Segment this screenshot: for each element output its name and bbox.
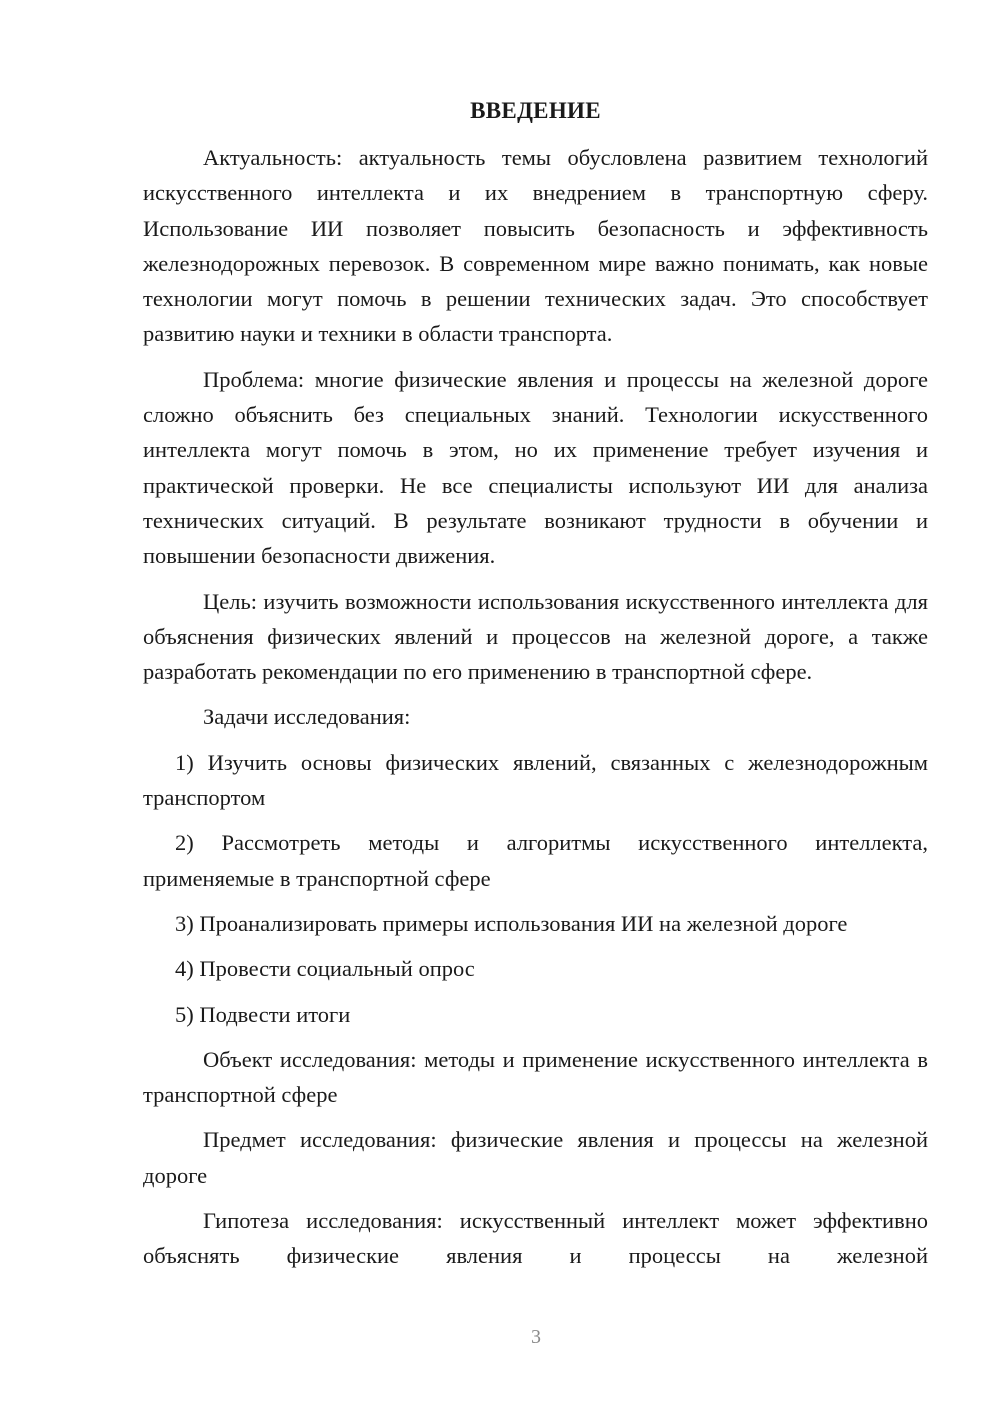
task-item-1: 1) Изучить основы физических явлений, связанных с железнодорожным транспортом <box>143 749 928 811</box>
task-item-5: 5) Подвести итоги <box>175 1001 351 1027</box>
document-page <box>143 96 928 1284</box>
task-item-3: 3) Проанализировать примеры использования ИИ на железной дороге <box>175 910 848 936</box>
hypothesis-paragraph: Гипотеза исследования: искусственный интеллект может эффективно объяснять физические явления и процессы на железной <box>143 1208 928 1269</box>
object-paragraph: Объект исследования: методы и применение искусственного интеллекта в транспортной сфере <box>143 1046 928 1108</box>
page-number: 3 <box>531 1326 541 1348</box>
task-item-4: 4) Провести социальный опрос <box>175 956 475 982</box>
goal-paragraph: Цель: изучить возможности использования искусственного интеллекта для объяснения физических явлений и процессов на железной дороге, а также разработать рекомендации по его применению в транспортной сфере. <box>143 588 928 685</box>
problem-paragraph: Проблема: многие физические явления и процессы на железной дороге сложно объяснить без специальных знаний. Технологии искусственного интеллекта могут помочь в этом, но их применение требует изучения и практической проверки. Не все специалисты используют ИИ для анализа технических ситуаций. В результате возникают трудности в обучении и повышении безопасности движения. <box>143 366 928 569</box>
task-item-2: 2) Рассмотреть методы и алгоритмы искусственного интеллекта, применяемые в транспортной сфере <box>143 830 928 891</box>
relevance-paragraph: Актуальность: актуальность темы обусловлена развитием технологий искусственного интеллекта и их внедрением в транспортную сферу. Использование ИИ позволяет повысить безопасность и эффективность железнодорожных перевозок. В современном мире важно понимать, как новые технологии могут помочь в решении технических задач. Это способствует развитию науки и техники в области транспорта. <box>143 145 928 347</box>
subject-paragraph: Предмет исследования: физические явления и процессы на железной дороге <box>143 1127 928 1188</box>
tasks-heading: Задачи исследования: <box>203 704 411 730</box>
section-title: ВВЕДЕНИЕ <box>470 98 601 123</box>
